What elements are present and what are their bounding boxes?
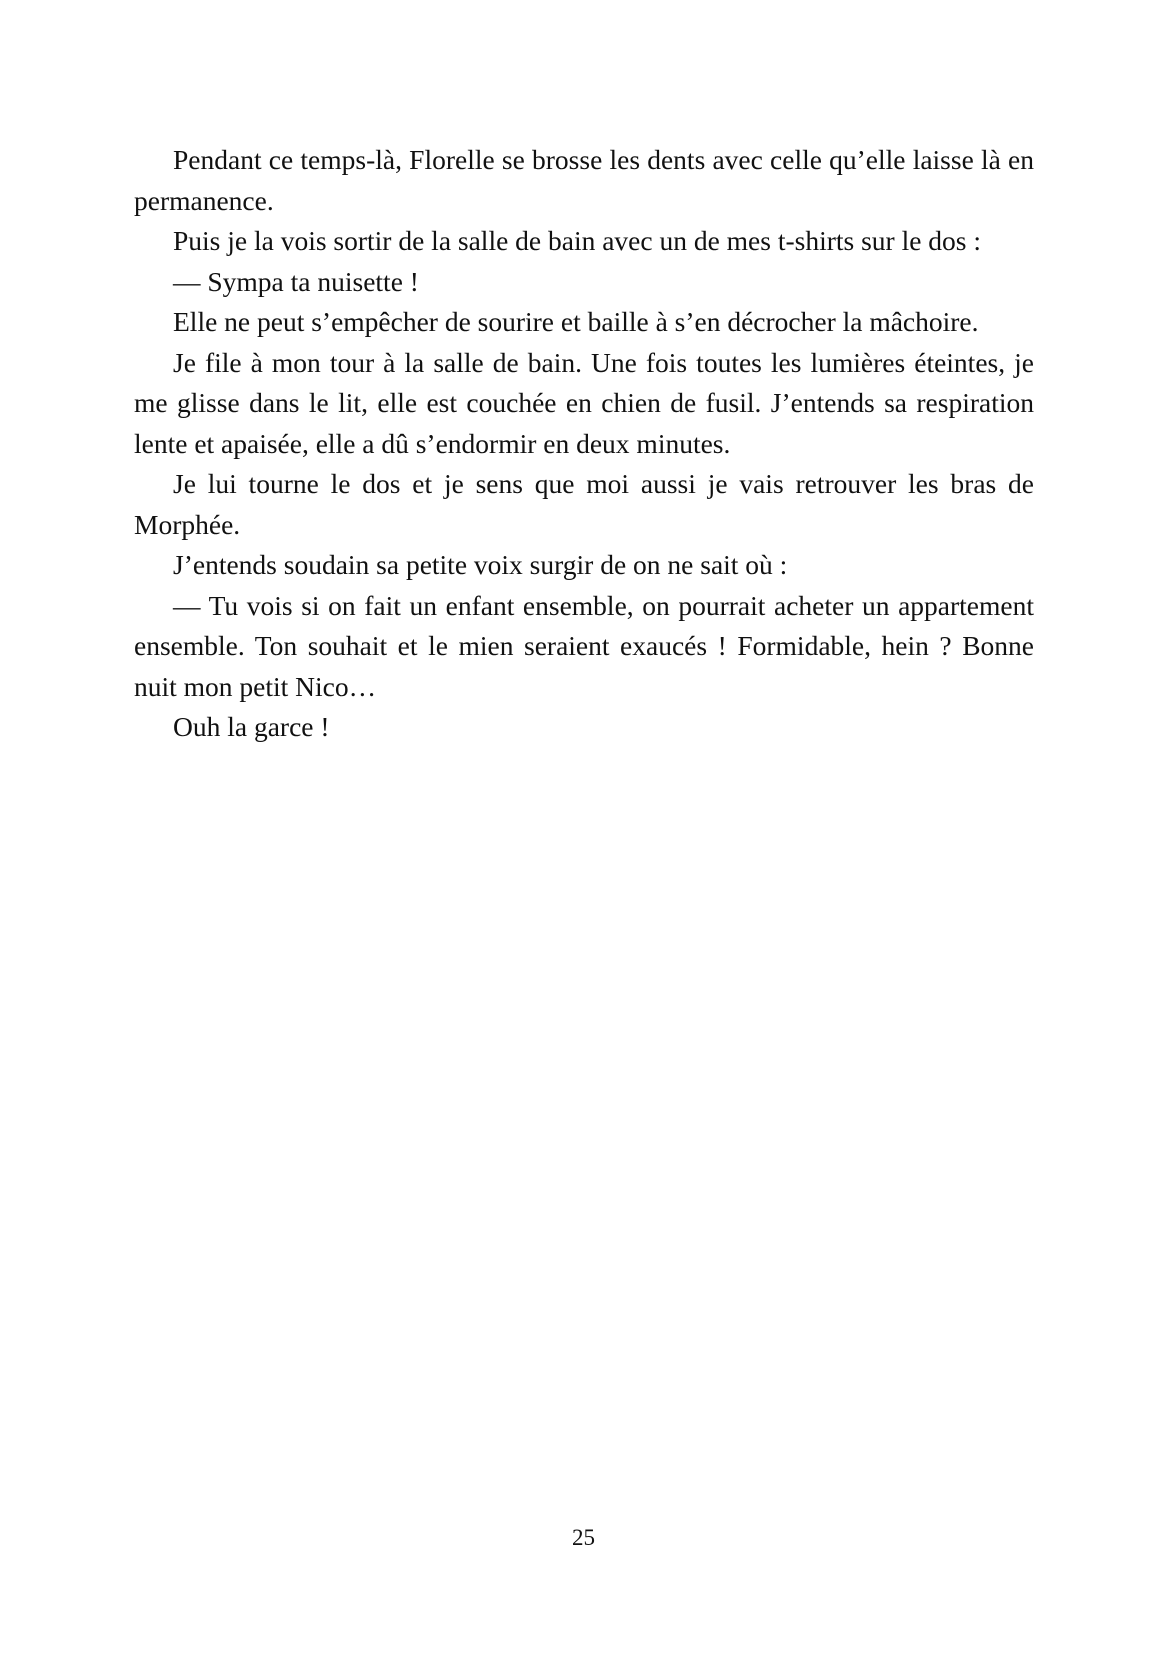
paragraph: Je lui tourne le dos et je sens que moi aussi je vais retrouver les bras de Morphée.	[134, 468, 1034, 540]
paragraph: Puis je la vois sortir de la salle de bain avec un de mes t-shirts sur le dos :	[173, 225, 982, 256]
paragraph: Ouh la garce !	[173, 711, 330, 742]
dialogue-line: — Sympa ta nuisette !	[173, 265, 419, 297]
paragraph: Je file à mon tour à la salle de bain. Une fois toutes les lumières éteintes, je me glisse dans le lit, elle est couchée en chien de fusil. J’entends sa respiration lente et apaisée, elle a dû s’endormir en deux minutes.	[134, 346, 1034, 459]
page-number: 25	[572, 1525, 595, 1550]
paragraph: Pendant ce temps-là, Florelle se brosse les dents avec celle qu’elle laisse là en permanence.	[134, 144, 1034, 216]
paragraph: J’entends soudain sa petite voix surgir de on ne sait où :	[173, 549, 788, 580]
body-text	[134, 140, 1034, 748]
dialogue-line: — Tu vois si on fait un enfant ensemble, on pourrait acheter un appartement ensemble. Ton souhait et le mien seraient exaucés ! Formidable, hein ? Bonne nuit mon petit Nico…	[134, 589, 1034, 702]
paragraph: Elle ne peut s’empêcher de sourire et baille à s’en décrocher la mâchoire.	[173, 306, 979, 337]
